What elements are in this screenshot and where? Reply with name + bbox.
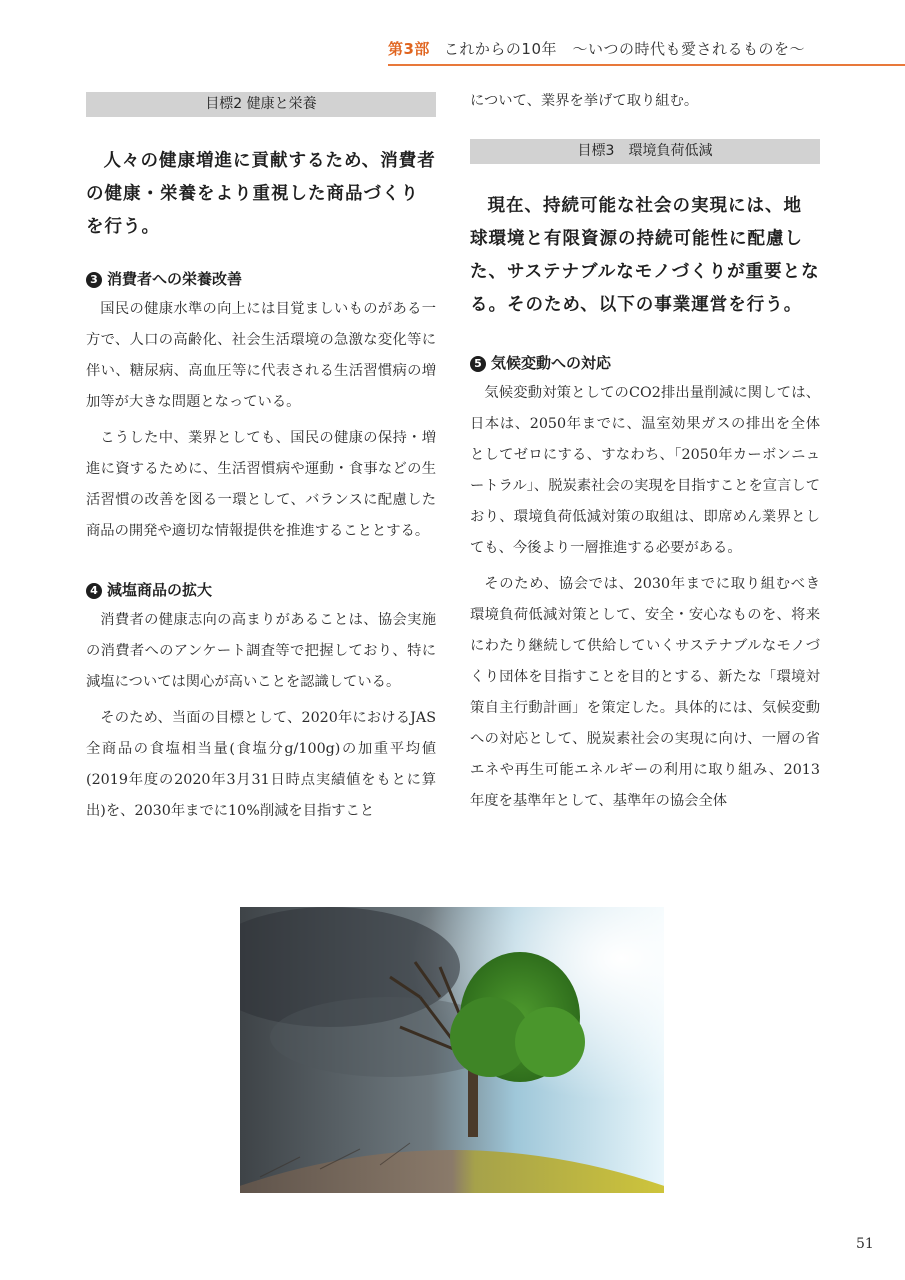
paragraph: 気候変動対策としてのCO2排出量削減に関しては、日本は、2050年までに、温室効果ガスの排出を全体としてゼロにする、すなわち、「2050年カーボンニュートラル」、脱炭素社会の実現を目指すことを宣言しており、環境負荷低減対策の取組は、即席めん業界としても、今後より一層推進する必要がある。 [470, 385, 820, 556]
section4-body [86, 605, 436, 827]
paragraph: 消費者の健康志向の高まりがあることは、協会実施の消費者へのアンケート調査等で把握しており、特に減塩については関心が高いことを認識している。 [86, 612, 436, 690]
page-header [0, 0, 905, 66]
goal2-lead: 人々の健康増進に貢献するため、消費者の健康・栄養をより重視した商品づくりを行う。 [86, 151, 436, 237]
tree-climate-photo [240, 907, 664, 1193]
paragraph: そのため、協会では、2030年までに取り組むべき環境負荷低減対策として、安全・安心なものを、将来にわたり継続して供給していくサステナブルなモノづくり団体を目指すことを目的とする、新たな「環境対策自主行動計画」を策定した。具体的には、気候変動への対応として、脱炭素社会の実現に向け、一層の省エネや再生可能エネルギーの利用に取り組み、2013年度を基準年として、基準年の協会全体 [470, 576, 820, 809]
goal2-heading: 目標2 健康と栄養 [86, 92, 436, 117]
goal3-lead: 現在、持続可能な社会の実現には、地球環境と有限資源の持続可能性に配慮した、サステナブルなモノづくりが重要となる。そのため、以下の事業運営を行う。 [470, 196, 820, 315]
paragraph: 国民の健康水準の向上には目覚ましいものがある一方で、人口の高齢化、社会生活環境の急激な変化等に伴い、糖尿病、高血圧等に代表される生活習慣病の増加等が大きな問題となっている。 [86, 301, 436, 410]
section3-body [86, 294, 436, 547]
page-number: 51 [856, 1236, 874, 1252]
paragraph: こうした中、業界としても、国民の健康の保持・増進に資するために、生活習慣病や運動・食事などの生活習慣の改善を図る一環として、バランスに配慮した商品の開発や適切な情報提供を推進することとする。 [86, 430, 436, 539]
paragraph: そのため、当面の目標として、2020年におけるJAS全商品の食塩相当量(食塩分g/100g)の加重平均値(2019年度の2020年3月31日時点実績値をもとに算出)を、2030年までに10%削減を目指すこと [86, 710, 436, 819]
goal3-heading: 目標3 環境負荷低減 [470, 139, 820, 164]
part-label: 第3部 [387, 40, 430, 58]
left-column [86, 92, 436, 832]
right-column [470, 86, 820, 822]
chapter-title: これからの10年 〜いつの時代も愛されるものを〜 [443, 40, 805, 58]
section5-heading: 5 気候変動への対応 [470, 348, 820, 378]
number-3-icon: 3 [86, 272, 102, 288]
section5-body [470, 378, 820, 817]
number-5-icon: 5 [470, 356, 486, 372]
continuation-text: について、業界を挙げて取り組む。 [470, 93, 699, 109]
number-4-icon: 4 [86, 583, 102, 599]
header-rule [388, 64, 905, 66]
header-title [388, 38, 805, 59]
section4-heading: 4 減塩商品の拡大 [86, 575, 436, 605]
section3-heading: 3 消費者への栄養改善 [86, 264, 436, 294]
